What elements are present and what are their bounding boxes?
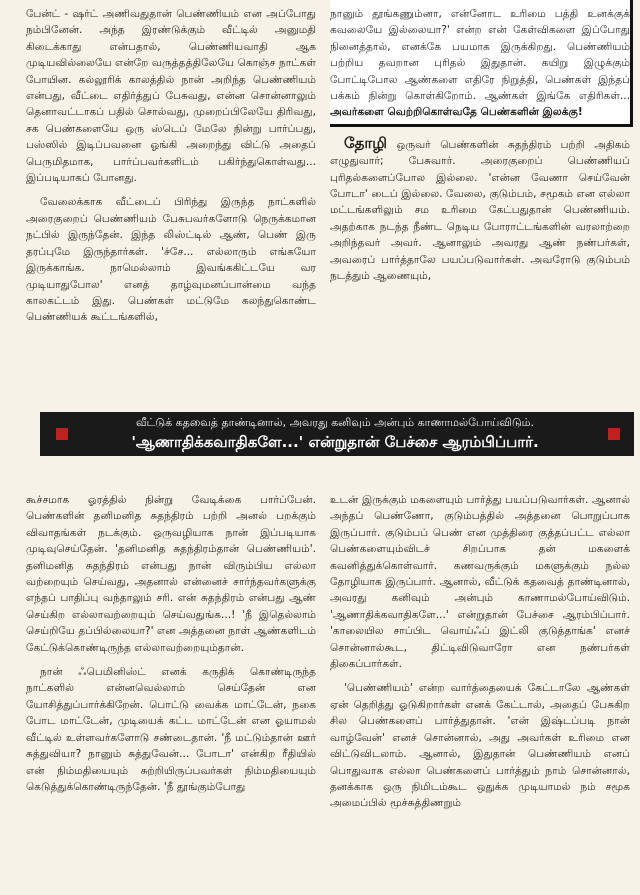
paragraph: கூச்சமாக ஓரத்தில் நின்று வேடிக்கை பார்ப்பேன். பெண்களின் தனிமனித சுதந்திரம் பற்றி அனல் பறக்கும் விவாதங்கள் நடக்கும். ஒருவழியாக நான் இப்படியாக முடிவுசெய்தேன். 'தனிமனித சுதந்திரம்தான் பெண்ணியம்'. தனிமனித சுதந்திரம் என்பது நான் விரும்பிய எல்லா வற்றையும் செய்வது, அதனால் என்னைச் சார்ந்தவர்களுக்கு எந்தப் பாதிப்பு வந்தாலும் சரி. என் சுதந்திரம் என்பது ஆண் செய்கிற எல்லாவற்றையும் செய்வதுங்க...! 'நீ இதெல்லாம் செய்றியே தப்பில்லையா?' என அத்தனை நாள் ஆண்களிடம் கேட்டுக்கொண்டிருந்த எல்லாவற்றையும்தான். (26, 494, 316, 654)
drop-cap: தோழி (344, 133, 388, 152)
paragraph-text: ஒருவர் பெண்களின் சுதந்திரம் பற்றி அதிகம் எழுதுவார்; பேசுவார். அரைகுறைப் பெண்ணியப் புரிதல்களைப்போல இல்லை. 'என்ன வேணா செய்வேன் போடா' டைப் இல்லை. வேலை, குடும்பம், சமூகம் என எல்லா மட்டங்களிலும் சம உரிமை கேட்பதுதான் பெண்ணியம். அதற்காக நடந்த நீண்ட நெடிய போராட்டங்களின் வரலாற்றை அறிந்தவர் அவர். ஆனாலும் அவரது ஆண் நண்பர்கள், அவரைப் பார்த்தாலே பயப்படுவார்கள். அவரோடு குடும்பம் நடத்தும் ஆணையும், (330, 138, 630, 283)
paragraph: 'பெண்ணியம்' என்ற வார்த்தையைக் கேட்டாலே ஆண்கள் ஏன் தெறித்து ஓடுகிறார்கள் எனக் கேட்டால், அதைப் பேசுகிற சில பெண்களைப் பார்த்துதான். 'என் இஷ்டப்படி நான் வாழ்வேன்' எனச் சொன்னால், அது அவர்கள் உரிமை என விட்டுவிடலாம். ஆனால், இதுதான் பெண்ணியம் எனப் பொதுவாக எல்லா பெண்களைப் பார்த்தும் நாம் சொன்னால், தனக்காக ஒரு நிமிடம்கூட ஒதுக்க முடியாமல் நம் சமூக அமைப்பில் மூச்சுத்திணறும் (330, 682, 630, 810)
red-square-icon (608, 428, 620, 440)
paragraph-text: நானும் தூங்கணும்னா, என்னோட உரிமை பத்தி உனக்குக் கவலையே இல்லையா?' என்ற என் கேள்விகளை இப்போது நினைத்தால், எனக்கே பயமாக இருக்கிறது. பெண்ணியம் பற்றிய தவறான புரிதல் இதுதான். கயிறு இழுக்கும் போட்டிபோல ஆண்களை எதிரே நிறுத்தி, பெண்கள் இந்தப் பக்கம் நின்று கொள்கிறோம். ஆண்கள் இங்கே எதிரிகள்... (330, 8, 630, 103)
paragraph (330, 6, 630, 121)
article-column-3 (26, 492, 316, 803)
red-square-icon (56, 428, 68, 440)
paragraph: வேலைக்காக வீட்டைப் பிரிந்து இருந்த நாட்களில் அரைகுறைப் பெண்ணியம் பேசுபவர்களோடு நெருக்கமான நட்பில் இருந்தேன். இந்த லிஸ்ட்டில் ஆண், பெண் இரு தரப்புமே இருந்தார்கள். 'ச்சே... எல்லாரும் எங்கயோ இருக்காங்க. நாமெல்லாம் இவங்ககிட்டயே வர முடியாதுபோல' எனத் தாழ்வுமனப்பான்மை வந்த காலகட்டம் இது. பெண்கள் மட்டுமே கலந்துகொண்ட பெண்ணியக் கூட்டங்களில், (26, 196, 316, 324)
pull-quote-line-1: வீட்டுக் கதவைத் தாண்டினால், அவரது கனிவும் அன்பும் காணாமல்போய்விடும். (136, 416, 534, 429)
paragraph: பேன்ட் - ஷர்ட் அணிவதுதான் பெண்ணியம் என அப்போது நம்பினேன். அந்த இரண்டுக்கும் வீட்டில் அனுமதி கிடைக்காது என்பதால், பெண்ணியவாதி ஆக முடியவில்லையே என்றே வருத்தத்திலேயே கொஞ்ச நாட்கள் போயின. கல்லூரிக் காலத்தில் நான் அறிந்த பெண்ணியம் என்பது, வீட்டை எதிர்த்துப் பேசுவது, என்ன சொன்னாலும் தெனாவட்டாகப் பதில் சொல்வது, முறைப்பிலேயே திரிவது, சக பெண்களையே ஒரு ஸ்டெப் மேலே நின்று பார்ப்பது, பஸ்ஸில் இடிப்பவனை ஓங்கி அறைந்து விட்டு அதைப் பெருமிதமாக, பார்ப்பவர்களிடம் பகிர்ந்துகொள்வது... இப்படியாகப் போனது. (26, 8, 316, 185)
article-column-4 (330, 492, 630, 812)
paragraph: உடன் இருக்கும் மகளையும் பார்த்து பயப்படுவார்கள். ஆனால் அந்தப் பெண்ணோ, குடும்பத்தில் அத்தனை பொறுப்பாக இருப்பார். குடும்பப் பெண் என முத்திரை குத்தப்பட்ட எல்லா பெண்களையும்விடச் சிறப்பாக தன் மகளைக் கவனித்துக்கொள்வார். கணவருக்கும் மகளுக்கும் நல்ல தோழியாக இருப்பார். ஆனால், வீட்டுக் கதவைத் தாண்டினால், அவரது கனிவும் அன்பும் காணாமல்போய்விடும். 'ஆணாதிக்கவாதிகளே...' என்றுதான் பேச்சை ஆரம்பிப்பார். 'காலையில சாப்பிட வொய்ஃப் இட்லி குடுத்தாங்க' எனச் சொன்னால்கூட, திட்டிவிடுவாரோ என நண்பர்கள் திகைப்பார்கள். (330, 494, 630, 671)
article-column-1 (26, 6, 316, 334)
paragraph: நான் ஃபெமினிஸ்ட் எனக் கருதிக் கொண்டிருந்த நாட்களில் என்னவெல்லாம் செய்தேன் என யோசித்துப்பார்க்கிறேன். பொட்டு வைக்க மாட்டேன், நகை போட மாட்டேன், முடியைக் கட்ட மாட்டேன் என ஓயாமல் வீட்டில் உள்ளவர்களோடு சண்டைதான். 'நீ மட்டும்தான் ஊர் சுத்துவியா? நானும் சுத்துவேன்... போடா' என்கிற ரீதியில் என் நிம்மதியையும் சுற்றியிருப்பவர்கள் நிம்மதியையும் கெடுத்துக்கொண்டிருந்தேன். 'நீ தூங்கும்போது (26, 666, 316, 793)
pull-quote-line-2: 'ஆணாதிக்கவாதிகளே...' என்றுதான் பேச்சை ஆரம்பிப்பார். (131, 433, 539, 451)
pull-quote-banner (40, 412, 634, 456)
paragraph (330, 135, 630, 285)
paragraph-emphasis: அவர்களை வெற்றிகொள்வதே பெண்களின் இலக்கு! (330, 106, 583, 119)
article-column-2 (330, 6, 630, 293)
